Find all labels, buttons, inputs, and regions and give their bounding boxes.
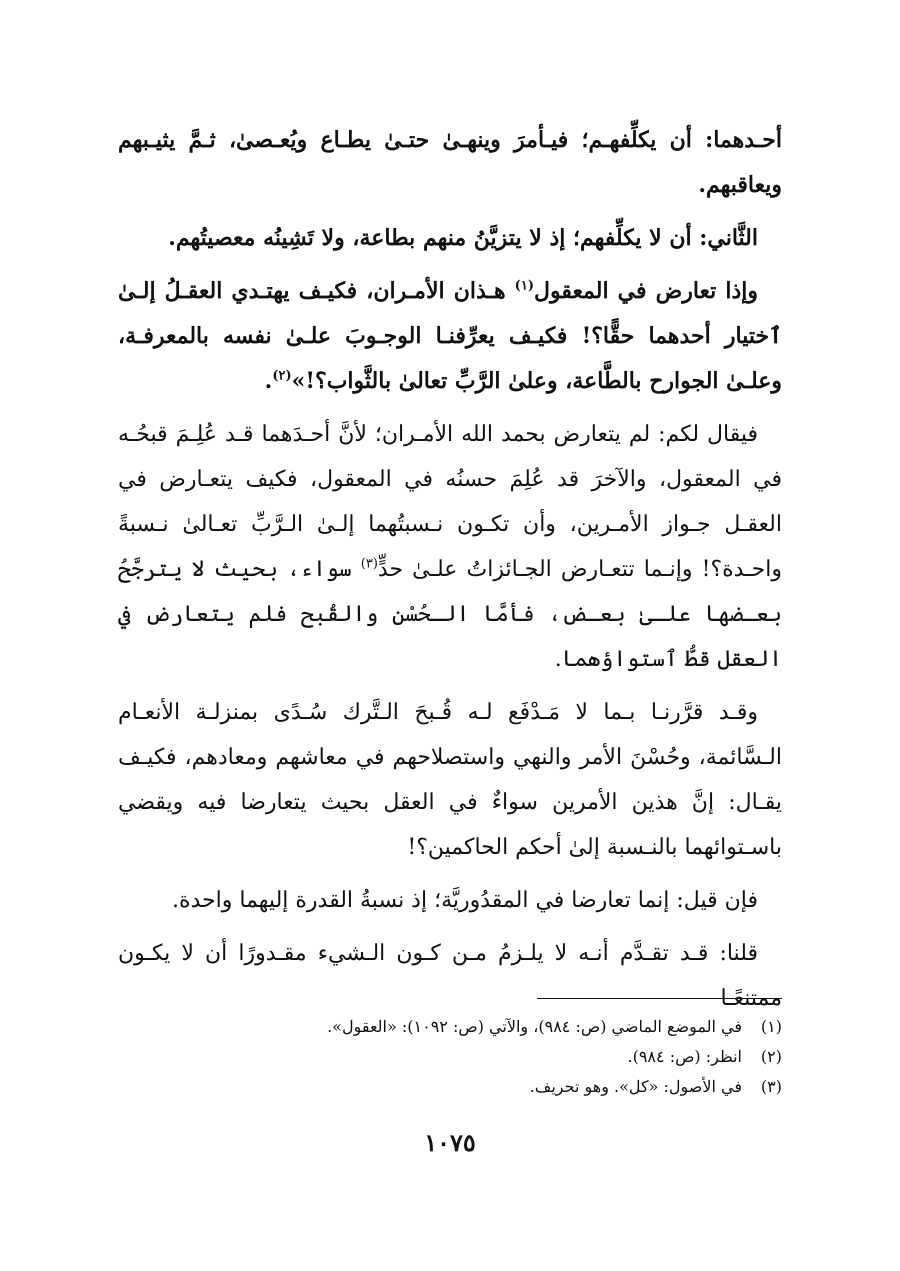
main-text [118, 118, 782, 1029]
paragraph-text: وقـد قرَّرنـا بـما لا مَـدْفَع لـه قُـبحَ الـتَّرك سُـدًى بمنزلـة الأنعـام الـسَّائمة، وحُسْنَ الأمر والنهي واستصلاحهم في معاشهم ومعادهم، فكيـف يقـال: إنَّ هذين الأمرين سواءٌ في العقل بحيث يتعارضا فيه ويقضي باسـتوائهما بالنـسبة إلىٰ أحكم الحاكمين؟! [118, 700, 782, 860]
paragraph-text: أحـدهما: أن يكلِّفهـم؛ فيـأمرَ وينهـىٰ حتـىٰ يطـاع ويُعـصىٰ، ثـمَّ يثيـبهم ويعاقبهم. [118, 127, 782, 198]
footnote-marker: (٣) [360, 556, 378, 572]
paragraph [118, 878, 782, 923]
footnote-divider [537, 998, 782, 999]
footnote-number: (١) [760, 1017, 782, 1036]
footnote-marker: (٢) [272, 368, 292, 384]
footnote [118, 1042, 782, 1072]
paragraph-text: هـذان الأمـران، فكيـف يهتـدي العقـلُ إلـىٰ ٱختيار أحدهما حقًّا؟! فكيـف يعرِّفنـا الوجـوبَ علـىٰ نفسه بالمعرفـة، وعلـىٰ الجوارح بالطَّاعة، وعلىٰ الرَّبِّ تعالىٰ بالثَّواب؟!» [118, 278, 782, 394]
paragraph-text: الثَّاني: أن لا يكلِّفهم؛ إذ لا يتزيَّنُ منهم بطاعة، ولا تَشِينُه معصيتُهم. [168, 225, 758, 251]
footnote-text: انظر: (ص: ٩٨٤). [627, 1047, 742, 1066]
footnote-number: (٣) [760, 1077, 782, 1096]
footnote-text: في الموضع الماضي (ص: ٩٨٤)، والآتي (ص: ١٠٩٢): «العقول». [327, 1017, 742, 1036]
paragraph-text: وإذا تعارض في المعقول [533, 278, 759, 304]
footnote-number: (٢) [760, 1047, 782, 1066]
paragraph-text: . [264, 368, 273, 394]
paragraph [118, 216, 782, 261]
footnote-text: في الأصول: «كل». وهو تحريف. [529, 1077, 742, 1096]
footnote-marker: (١) [514, 278, 534, 294]
footnote [118, 1012, 782, 1042]
page-number: ١٠٧٥ [424, 1128, 476, 1157]
paragraph [118, 931, 782, 1021]
footnotes [118, 1012, 782, 1102]
paragraph [118, 412, 782, 682]
paragraph-text: سواء، بحيث لا يترجَّحُ بعـضها علـىٰ بعـض، فأمَّا الـحُسْن والقُبح فلم يتعارض في العقل قطُّ ٱستواؤهما. [118, 557, 782, 672]
paragraph-text: فيقال لكم: لم يتعارض بحمد الله الأمـران؛ لأنَّ أحـدَهما قـد عُلِـمَ قبحُـه في المعقول، والآخرَ قد عُلِمَ حسنُه في المعقول، فكيف يتعـارض في العقـل جـواز الأمـرين، وأن تكـون نـسبتُهما إلـىٰ الـرَّبِّ تعـالىٰ نـسبةً واحـدة؟! وإنـما تتعـارض الجـائزاتُ علـىٰ حدٍّ [118, 422, 782, 582]
paragraph [118, 690, 782, 870]
paragraph-text: فإن قيل: إنما تعارضا في المقدُوريَّة؛ إذ نسبةُ القدرة إليهما واحدة. [171, 888, 758, 913]
paragraph [118, 269, 782, 404]
paragraph [118, 118, 782, 208]
footnote [118, 1072, 782, 1102]
paragraph-text: قلنا: قـد تقـدَّم أنـه لا يلـزمُ مـن كـون الـشيء مقـدورًا أن لا يكـون ممتنعًـا [118, 941, 782, 1011]
